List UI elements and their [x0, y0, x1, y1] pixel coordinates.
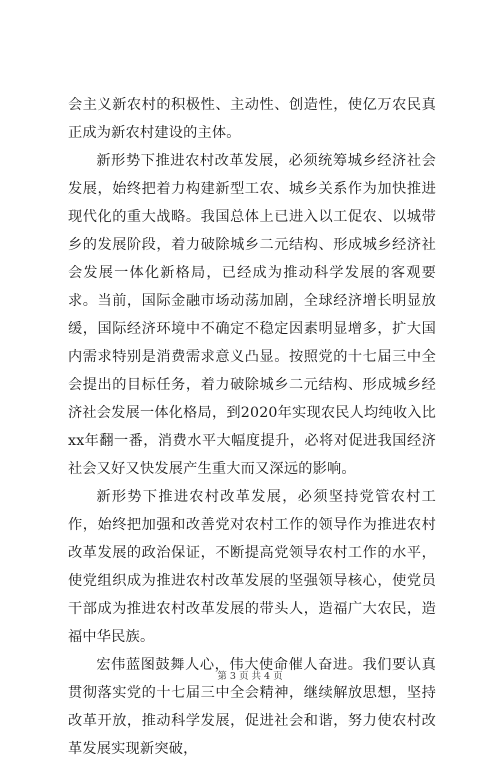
paragraph-2: 新形势下推进农村改革发展，必须统筹城乡经济社会发展，始终把着力构建新型工农、城乡关系作为加快推进现代化的重大战略。我国总体上已进入以工促农、以城带乡的发展阶段，着力破除城乡二元结构、形成城乡经济社会发展一体化新格局，已经成为推动科学发展的客观要求。当前，国际金融市场动荡加剧，全球经济增长明显放缓，国际经济环境中不确定不稳定因素明显增多，扩大国内需求特别是消费需求意义凸显。按照党的十七届三中全会提出的目标任务，着力破除城乡二元结构、形成城乡经济社会发展一体化格局，到2020年实现农民人均纯收入比xx年翻一番，消费水平大幅度提升，必将对促进我国经济社会又好又快发展产生重大而又深远的影响。 — [68, 153, 436, 477]
paragraph-4: 宏伟蓝图鼓舞人心，伟大使命催人奋进。我们要认真贯彻落实党的十七届三中全会精神，继续解放思想，坚持改革开放，推动科学发展，促进社会和谐，努力使农村改革发展实现新突破， — [68, 657, 436, 757]
page-number-footer: 第 3 页 共 4 页 — [217, 671, 283, 682]
paragraph-1: 会主义新农村的积极性、主动性、创造性，使亿万农民真正成为新农村建设的主体。 — [68, 97, 436, 141]
paragraph-3: 新形势下推进农村改革发展，必须坚持党管农村工作，始终把加强和改善党对农村工作的领导作为推进农村改革发展的政治保证，不断提高党领导农村工作的水平，使党组织成为推进农村改革发展的坚强领导核心，使党员干部成为推进农村改革发展的带头人，造福广大农民，造福中华民族。 — [68, 489, 436, 645]
document-body — [68, 91, 436, 763]
